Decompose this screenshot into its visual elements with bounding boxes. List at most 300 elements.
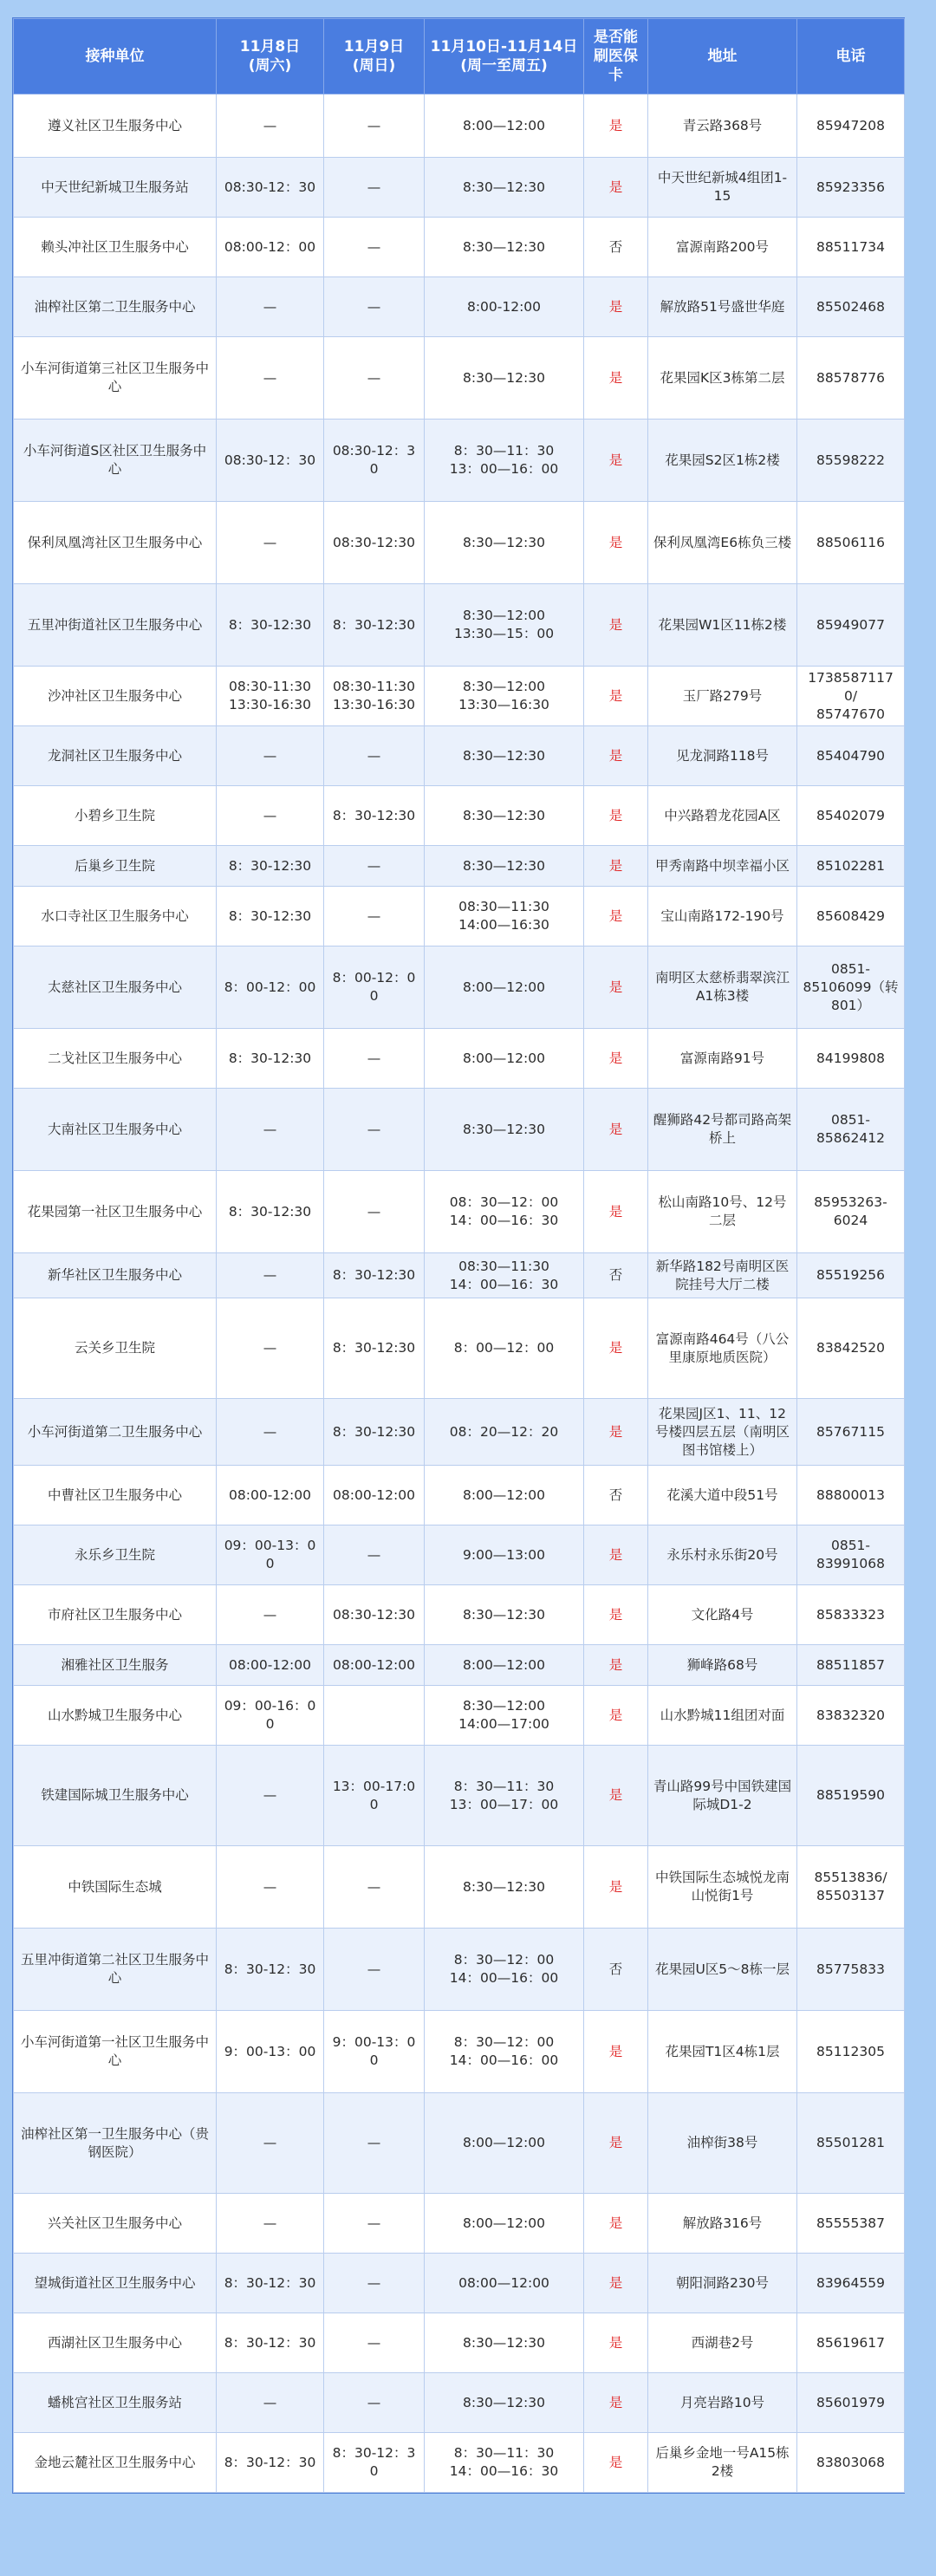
insurance-card-cell: 是 xyxy=(584,2433,648,2493)
address-cell xyxy=(648,218,797,277)
saturday-hours-cell xyxy=(217,1746,324,1846)
sunday-hours-cell xyxy=(324,1746,425,1846)
address-cell-line: 南明区太慈桥翡翠滨江 xyxy=(654,970,790,986)
phone-cell xyxy=(797,2011,905,2093)
saturday-hours-cell xyxy=(217,726,324,786)
weekday-hours-cell-line: 8:30—12:30 xyxy=(463,2394,545,2410)
weekday-hours-cell-line: 13：00—16：00 xyxy=(449,461,559,477)
unit-cell-line: 后巢乡卫生院 xyxy=(74,857,155,874)
unit-cell-line: 心 xyxy=(107,2052,122,2068)
unit-cell-line: 蟠桃宫社区卫生服务站 xyxy=(47,2394,182,2410)
weekday-hours-cell-line: 8:30—12:30 xyxy=(463,1878,545,1895)
phone-cell xyxy=(797,1645,905,1686)
weekday-hours-cell-line: 14:00—16:30 xyxy=(458,917,549,933)
address-cell xyxy=(648,1298,797,1399)
sunday-hours-cell xyxy=(324,2433,425,2493)
unit-cell xyxy=(14,1846,217,1929)
saturday-hours-cell-line: — xyxy=(263,1121,277,1137)
weekday-hours-cell-line: 14:00—17:00 xyxy=(458,1716,549,1732)
unit-cell xyxy=(14,667,217,726)
sunday-hours-cell-line: — xyxy=(367,1878,381,1895)
unit-cell-line: 赖头冲社区卫生服务中心 xyxy=(41,238,189,255)
unit-cell-line: 油榨社区第二卫生服务中心 xyxy=(34,298,196,315)
saturday-hours-cell xyxy=(217,502,324,584)
saturday-hours-cell-line: 08:00-12:00 xyxy=(229,1656,311,1673)
saturday-hours-cell-line: — xyxy=(263,1423,277,1440)
address-cell-line: 解放路51号盛世华庭 xyxy=(660,298,785,315)
insurance-card-cell: 是 xyxy=(584,1029,648,1089)
weekday-hours-cell xyxy=(425,94,584,158)
sunday-hours-cell-line: — xyxy=(367,2215,381,2231)
insurance-card-cell: 否 xyxy=(584,1466,648,1525)
sunday-hours-cell xyxy=(324,1929,425,2011)
phone-cell xyxy=(797,2093,905,2194)
saturday-hours-cell xyxy=(217,2093,324,2194)
address-cell-line: 际城D1-2 xyxy=(692,1796,752,1812)
unit-cell xyxy=(14,1466,217,1525)
table-row xyxy=(14,1253,905,1298)
insurance-card-cell: 是 xyxy=(584,2373,648,2433)
unit-cell xyxy=(14,277,217,337)
sunday-hours-cell-line: — xyxy=(367,1203,381,1220)
saturday-hours-cell xyxy=(217,1929,324,2011)
table-row xyxy=(14,420,905,502)
phone-cell xyxy=(797,1089,905,1171)
unit-cell-line: 花果园第一社区卫生服务中心 xyxy=(27,1203,203,1220)
weekday-hours-cell-line: 8:30—12:30 xyxy=(463,238,545,255)
phone-cell xyxy=(797,94,905,158)
sunday-hours-cell xyxy=(324,1525,425,1585)
saturday-hours-cell xyxy=(217,1525,324,1585)
sunday-hours-cell xyxy=(324,2254,425,2313)
unit-cell-line: 小车河街道第三社区卫生服务中 xyxy=(20,361,209,376)
sunday-hours-cell-line: — xyxy=(367,1546,381,1563)
table-row xyxy=(14,2373,905,2433)
unit-cell xyxy=(14,2011,217,2093)
weekday-hours-cell-line: 8:30—12:30 xyxy=(463,179,545,195)
unit-cell-line: 湘雅社区卫生服务 xyxy=(61,1656,169,1673)
address-cell-line: 油榨街38号 xyxy=(686,2135,758,2150)
sunday-hours-cell xyxy=(324,158,425,218)
sunday-hours-cell xyxy=(324,1846,425,1929)
sunday-hours-cell xyxy=(324,726,425,786)
unit-cell-line: 五里冲街道第二社区卫生服务中 xyxy=(20,1952,209,1968)
weekday-hours-cell-line: 8:00—12:00 xyxy=(463,117,545,133)
sunday-hours-cell-line: — xyxy=(367,238,381,255)
saturday-hours-cell xyxy=(217,420,324,502)
saturday-hours-cell-line: — xyxy=(263,807,277,823)
table-row xyxy=(14,846,905,887)
saturday-hours-cell xyxy=(217,1171,324,1253)
saturday-hours-cell xyxy=(217,1399,324,1466)
saturday-hours-cell-line: 8：30-12：30 xyxy=(224,2334,316,2351)
phone-cell-line: 85106099（转 xyxy=(803,979,899,995)
unit-cell xyxy=(14,2433,217,2493)
weekday-hours-cell-line: 13：00—17：00 xyxy=(449,1796,559,1812)
weekday-hours-cell-line: 8:30—12:30 xyxy=(463,534,545,550)
weekday-hours-cell-line: 8:30—12:00 xyxy=(463,679,545,694)
header-line: 刷医保 xyxy=(594,48,638,65)
insurance-card-cell: 是 xyxy=(584,2011,648,2093)
weekday-hours-cell-line: 14：00—16：30 xyxy=(449,1276,559,1292)
vaccination-schedule-table xyxy=(13,18,905,2493)
header-weekday xyxy=(425,19,584,94)
saturday-hours-cell-line: — xyxy=(263,298,277,315)
phone-cell-line: 6024 xyxy=(833,1213,868,1228)
unit-cell-line: 心 xyxy=(107,1970,122,1986)
table-row xyxy=(14,1645,905,1686)
header-line: 卡 xyxy=(608,67,623,84)
weekday-hours-cell-line: 8:30—12:30 xyxy=(463,807,545,823)
weekday-hours-cell xyxy=(425,2093,584,2194)
sunday-hours-cell xyxy=(324,2194,425,2254)
sunday-hours-cell-line: — xyxy=(367,747,381,764)
address-cell-line: 院挂号大厅二楼 xyxy=(675,1276,770,1292)
unit-cell-line: 金地云麓社区卫生服务中心 xyxy=(34,2454,196,2470)
unit-cell-line: 小车河街道S区社区卫生服务中 xyxy=(23,443,207,459)
header-line: (周六) xyxy=(248,57,292,75)
weekday-hours-cell-line: 8：30—11：30 xyxy=(453,443,555,459)
insurance-card-cell: 是 xyxy=(584,786,648,846)
phone-cell xyxy=(797,1585,905,1645)
sunday-hours-cell xyxy=(324,667,425,726)
weekday-hours-cell-line: 8:30—12:00 xyxy=(463,1698,545,1714)
saturday-hours-cell-line: 9：00-13：00 xyxy=(224,2043,316,2059)
address-cell-line: 甲秀南路中坝幸福小区 xyxy=(654,857,790,874)
address-cell xyxy=(648,502,797,584)
address-cell xyxy=(648,1089,797,1171)
saturday-hours-cell-line: 08:00-12：00 xyxy=(224,238,316,255)
unit-cell xyxy=(14,1645,217,1686)
unit-cell xyxy=(14,337,217,420)
phone-cell-line: 84199808 xyxy=(816,1050,885,1066)
address-cell-line: 青山路99号中国铁建国 xyxy=(653,1778,792,1794)
saturday-hours-cell xyxy=(217,2011,324,2093)
table-row xyxy=(14,1525,905,1585)
header-phone xyxy=(797,19,905,94)
address-cell-line: 保利凤凰湾E6栋负三楼 xyxy=(653,534,792,550)
weekday-hours-cell xyxy=(425,1399,584,1466)
address-cell xyxy=(648,584,797,667)
header-line: (周一至周五) xyxy=(460,57,548,75)
weekday-hours-cell xyxy=(425,1171,584,1253)
weekday-hours-cell-line: 08:30—11:30 xyxy=(458,1258,549,1274)
insurance-card-cell: 是 xyxy=(584,277,648,337)
weekday-hours-cell xyxy=(425,2194,584,2254)
address-cell-line: 号楼四层五层（南明区 xyxy=(654,1423,790,1440)
insurance-card-cell: 是 xyxy=(584,502,648,584)
insurance-card-cell: 是 xyxy=(584,158,648,218)
insurance-card-cell: 是 xyxy=(584,1171,648,1253)
sunday-hours-cell xyxy=(324,584,425,667)
unit-cell-line: 市府社区卫生服务中心 xyxy=(47,1606,182,1623)
header-sat xyxy=(217,19,324,94)
address-cell xyxy=(648,94,797,158)
phone-cell-line: 85775833 xyxy=(816,1961,885,1977)
address-cell-line: 花溪大道中段51号 xyxy=(666,1486,778,1503)
weekday-hours-cell xyxy=(425,2254,584,2313)
sunday-hours-cell-line: — xyxy=(367,2334,381,2351)
address-cell xyxy=(648,726,797,786)
unit-cell-line: 五里冲街道社区卫生服务中心 xyxy=(27,616,203,633)
sunday-hours-cell-line: — xyxy=(367,179,381,195)
insurance-card-cell: 是 xyxy=(584,584,648,667)
sunday-hours-cell xyxy=(324,946,425,1029)
weekday-hours-cell xyxy=(425,502,584,584)
address-cell xyxy=(648,2313,797,2373)
address-cell xyxy=(648,1929,797,2011)
unit-cell xyxy=(14,420,217,502)
insurance-card-cell: 是 xyxy=(584,1298,648,1399)
address-cell-line: 富源南路200号 xyxy=(675,238,770,255)
weekday-hours-cell-line: 8:30—12:00 xyxy=(463,608,545,623)
weekday-hours-cell-line: 8:00—12:00 xyxy=(463,2135,545,2150)
weekday-hours-cell-line: 8:00-12:00 xyxy=(466,298,542,315)
vaccination-schedule-sheet xyxy=(12,17,905,2494)
saturday-hours-cell xyxy=(217,337,324,420)
header-line: 11月9日 xyxy=(343,38,405,55)
unit-cell-line: 云关乡卫生院 xyxy=(74,1340,155,1356)
phone-cell xyxy=(797,2433,905,2493)
saturday-hours-cell-line: — xyxy=(263,2394,277,2410)
sunday-hours-cell xyxy=(324,1089,425,1171)
unit-cell-line: 水口寺社区卫生服务中心 xyxy=(41,907,189,924)
sunday-hours-cell-line: — xyxy=(367,1121,381,1137)
header-line: 电话 xyxy=(835,48,866,65)
weekday-hours-cell-line: 14：00—16：30 xyxy=(449,1213,559,1228)
unit-cell xyxy=(14,2194,217,2254)
saturday-hours-cell xyxy=(217,1298,324,1399)
table-header-row xyxy=(14,19,905,94)
unit-cell-line: 心 xyxy=(107,379,122,394)
phone-cell-line: 85404790 xyxy=(816,747,885,764)
unit-cell xyxy=(14,1253,217,1298)
insurance-card-cell: 是 xyxy=(584,1585,648,1645)
saturday-hours-cell xyxy=(217,1846,324,1929)
saturday-hours-cell xyxy=(217,277,324,337)
saturday-hours-cell xyxy=(217,1029,324,1089)
sunday-hours-cell xyxy=(324,2011,425,2093)
unit-cell-line: 二戈社区卫生服务中心 xyxy=(47,1050,182,1066)
weekday-hours-cell-line: 8:00—12:00 xyxy=(463,2215,545,2231)
saturday-hours-cell-line: — xyxy=(263,2215,277,2231)
phone-cell-line: 0851- xyxy=(830,1538,871,1553)
table-row xyxy=(14,1686,905,1746)
address-cell xyxy=(648,2011,797,2093)
address-cell-line: 2楼 xyxy=(711,2463,734,2479)
header-line: 11月10日-11月14日 xyxy=(430,38,578,55)
insurance-card-cell: 否 xyxy=(584,218,648,277)
insurance-card-cell: 是 xyxy=(584,420,648,502)
phone-cell-line: 85608429 xyxy=(816,907,885,924)
weekday-hours-cell xyxy=(425,726,584,786)
address-cell-line: 青云路368号 xyxy=(682,117,763,133)
sunday-hours-cell xyxy=(324,887,425,946)
unit-cell xyxy=(14,502,217,584)
unit-cell-line: 大南社区卫生服务中心 xyxy=(47,1121,182,1137)
address-cell-line: 文化路4号 xyxy=(691,1606,754,1623)
insurance-card-cell: 是 xyxy=(584,337,648,420)
saturday-hours-cell xyxy=(217,1466,324,1525)
unit-cell-line: 永乐乡卫生院 xyxy=(74,1546,155,1563)
table-row xyxy=(14,2313,905,2373)
phone-cell-line: 85833323 xyxy=(816,1606,885,1623)
sunday-hours-cell xyxy=(324,1171,425,1253)
saturday-hours-cell xyxy=(217,218,324,277)
insurance-card-cell: 是 xyxy=(584,1686,648,1746)
unit-cell xyxy=(14,2093,217,2194)
saturday-hours-cell-line: — xyxy=(263,369,277,386)
unit-cell-line: 西湖社区卫生服务中心 xyxy=(47,2334,182,2351)
sunday-hours-cell-line: 08:30-12：30 xyxy=(332,443,416,477)
phone-cell-line: 85513836/ xyxy=(814,1870,887,1885)
unit-cell xyxy=(14,887,217,946)
sunday-hours-cell-line: — xyxy=(367,907,381,924)
phone-cell-line: 88800013 xyxy=(816,1486,885,1503)
phone-cell xyxy=(797,1846,905,1929)
table-row xyxy=(14,94,905,158)
unit-cell xyxy=(14,584,217,667)
saturday-hours-cell-line: — xyxy=(263,117,277,133)
saturday-hours-cell-line: 8：30-12：30 xyxy=(224,2274,316,2291)
unit-cell xyxy=(14,1686,217,1746)
saturday-hours-cell-line: — xyxy=(263,747,277,764)
address-cell xyxy=(648,946,797,1029)
unit-cell xyxy=(14,218,217,277)
address-cell-line: 中铁国际生态城悦龙南 xyxy=(654,1870,790,1885)
phone-cell-line: 85598222 xyxy=(816,452,885,468)
saturday-hours-cell-line: — xyxy=(263,1787,277,1803)
phone-cell-line: 85502468 xyxy=(816,298,885,315)
saturday-hours-cell xyxy=(217,158,324,218)
saturday-hours-cell xyxy=(217,94,324,158)
weekday-hours-cell-line: 8:30—12:30 xyxy=(463,2334,545,2351)
weekday-hours-cell xyxy=(425,846,584,887)
address-cell-line: 花果园K区3栋第二层 xyxy=(660,369,785,386)
weekday-hours-cell-line: 8:30—12:30 xyxy=(463,1121,545,1137)
phone-cell-line: 85953263- xyxy=(814,1194,887,1210)
weekday-hours-cell-line: 14：00—16：30 xyxy=(449,2463,559,2479)
sunday-hours-cell-line: 8：30-12:30 xyxy=(332,1340,416,1356)
unit-cell xyxy=(14,1171,217,1253)
table-row xyxy=(14,667,905,726)
insurance-card-cell: 是 xyxy=(584,2313,648,2373)
weekday-hours-cell-line: 8:30—12:30 xyxy=(463,747,545,764)
phone-cell xyxy=(797,1171,905,1253)
address-cell-line: 二层 xyxy=(708,1213,736,1228)
address-cell-line: 解放路316号 xyxy=(682,2215,763,2231)
address-cell-line: 见龙洞路118号 xyxy=(675,747,770,764)
phone-cell-line: 85102281 xyxy=(816,857,885,874)
sunday-hours-cell xyxy=(324,420,425,502)
sunday-hours-cell xyxy=(324,2313,425,2373)
phone-cell-line: 85923356 xyxy=(816,179,885,195)
sunday-hours-cell-line: 08:00-12:00 xyxy=(333,1486,415,1503)
phone-cell-line: 85519256 xyxy=(816,1267,885,1283)
insurance-card-cell: 是 xyxy=(584,2254,648,2313)
sunday-hours-cell xyxy=(324,2373,425,2433)
address-cell xyxy=(648,2373,797,2433)
saturday-hours-cell xyxy=(217,887,324,946)
unit-cell xyxy=(14,946,217,1029)
table-row xyxy=(14,726,905,786)
header-unit xyxy=(14,19,217,94)
weekday-hours-cell-line: 08：20—12：20 xyxy=(449,1423,559,1440)
address-cell xyxy=(648,2093,797,2194)
insurance-card-cell: 是 xyxy=(584,1846,648,1929)
weekday-hours-cell xyxy=(425,667,584,726)
table-row xyxy=(14,1171,905,1253)
sunday-hours-cell-line: 8：30-12：30 xyxy=(332,2445,416,2479)
saturday-hours-cell-line: 08:30-11:30 xyxy=(229,679,311,694)
sunday-hours-cell xyxy=(324,277,425,337)
sunday-hours-cell-line: — xyxy=(367,117,381,133)
phone-cell xyxy=(797,1298,905,1399)
table-row xyxy=(14,887,905,946)
address-cell-line: 15 xyxy=(713,188,731,204)
unit-cell xyxy=(14,158,217,218)
saturday-hours-cell-line: 08:30-12：30 xyxy=(224,452,316,468)
sunday-hours-cell xyxy=(324,1585,425,1645)
address-cell xyxy=(648,1846,797,1929)
phone-cell xyxy=(797,946,905,1029)
table-body xyxy=(14,94,905,2493)
table-row xyxy=(14,1089,905,1171)
phone-cell-line: 0851- xyxy=(830,1112,871,1128)
unit-cell xyxy=(14,1029,217,1089)
phone-cell-line: 83832320 xyxy=(816,1707,885,1723)
phone-cell xyxy=(797,726,905,786)
address-cell xyxy=(648,2194,797,2254)
address-cell xyxy=(648,1171,797,1253)
unit-cell-line: 小碧乡卫生院 xyxy=(74,807,155,823)
address-cell-line: 月亮岩路10号 xyxy=(679,2394,765,2410)
saturday-hours-cell-line: — xyxy=(263,1267,277,1283)
address-cell xyxy=(648,1253,797,1298)
table-row xyxy=(14,2011,905,2093)
table-row xyxy=(14,277,905,337)
address-cell xyxy=(648,2433,797,2493)
address-cell xyxy=(648,667,797,726)
phone-cell xyxy=(797,218,905,277)
address-cell-line: 图书馆楼上） xyxy=(681,1441,763,1458)
phone-cell-line: 83842520 xyxy=(816,1340,885,1356)
unit-cell-line: 山水黔城卫生服务中心 xyxy=(47,1707,182,1723)
header-sun xyxy=(324,19,425,94)
unit-cell xyxy=(14,1399,217,1466)
sunday-hours-cell xyxy=(324,218,425,277)
sunday-hours-cell-line: 8：00-12：00 xyxy=(332,970,416,1004)
address-cell xyxy=(648,420,797,502)
saturday-hours-cell-line: 8：30-12:30 xyxy=(228,616,312,633)
phone-cell xyxy=(797,1525,905,1585)
address-cell xyxy=(648,337,797,420)
unit-cell-line: 中天世纪新城卫生服务站 xyxy=(41,179,189,195)
table-row xyxy=(14,1585,905,1645)
sunday-hours-cell xyxy=(324,337,425,420)
sunday-hours-cell xyxy=(324,786,425,846)
saturday-hours-cell-line: 08:30-12：30 xyxy=(224,179,316,195)
sunday-hours-cell xyxy=(324,1466,425,1525)
table-row xyxy=(14,1298,905,1399)
address-cell xyxy=(648,1585,797,1645)
insurance-card-cell: 是 xyxy=(584,667,648,726)
sunday-hours-cell xyxy=(324,1686,425,1746)
unit-cell xyxy=(14,1746,217,1846)
address-cell xyxy=(648,158,797,218)
weekday-hours-cell-line: 8:00—12:00 xyxy=(463,1656,545,1673)
phone-cell-line: 83991068 xyxy=(816,1556,885,1571)
